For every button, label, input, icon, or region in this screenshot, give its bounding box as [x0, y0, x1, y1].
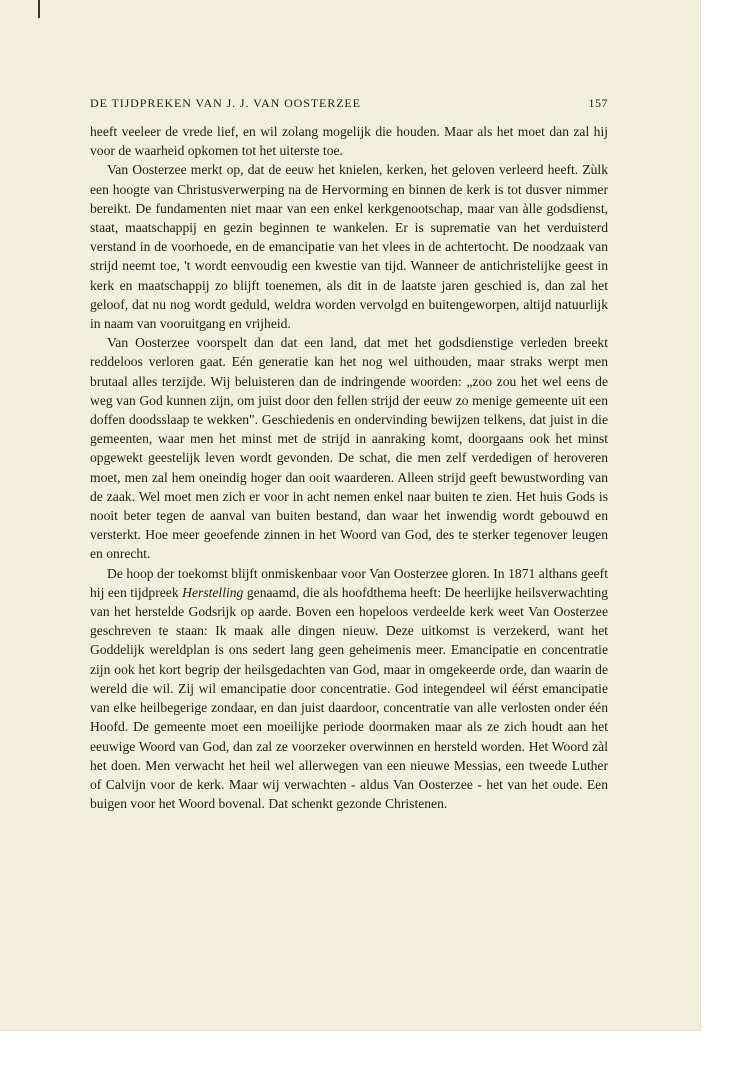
running-title: DE TIJDPREKEN VAN J. J. VAN OOSTERZEE	[90, 96, 361, 110]
paragraph-2: Van Oosterzee merkt op, dat de eeuw het knielen, kerken, het geloven verleerd heeft. Zùlk een hoogte van Christusverwerping na de Hervorming en binnen de kerk is tot dusver nimmer bereikt. De fundamenten niet maar van een enkel kerkgenootschap, maar van àlle godsdienst, staat, maatschappij en gezin beginnen te wankelen. Er is suprematie van het verduisterd verstand in de voorhoede, en de emancipatie van het vlees in de achtertocht. De noodzaak van strijd neemt toe, 't wordt eenvoudig een kwestie van tijd. Wanneer de antichristelijke geest in kerk en maatschappij zo blijft toenemen, als dit in de laatste jaren geschied is, dan zal het geloof, dat nu nog wordt geduld, weldra worden vervolgd en buitengeworpen, altijd natuurlijk in naam van vooruitgang en vrijheid.	[90, 162, 608, 332]
paragraph-1: heeft veeleer de vrede lief, en wil zolang mogelijk die houden. Maar als het moet dan zal hij voor de waarheid opkomen tot het uiterste toe.	[90, 124, 608, 159]
paragraph-4-rest: genaamd, die als hoofdthema heeft: De heerlijke heilsverwachting van het herstelde Godsrijk op aarde. Boven een hopeloos verdeelde kerk weet Van Oosterzee geschreven te staan: Ik maak alle dingen nieuw. Deze uitkomst is verzekerd, want het Goddelijk wereldplan is ons sedert lang geen geheimenis meer. Emancipatie en concentratie zijn ook het kort begrip der heilsgedachten van God, maar in omgekeerde orde, dan waarin de wereld die wil. Zij wil emancipatie door concentratie. God integendeel wil éérst emancipatie van elke heilbegerige zondaar, en dan juist daardoor, concentratie van alle verlosten onder één Hoofd. De gemeente moet een moeilijke periode doormaken maar als ze zich houdt aan het eeuwige Woord van God, dan zal ze voorzeker overwinnen en hersteld worden. Het Woord zàl het doen. Men verwacht het heil wel allerwegen van een nieuwe Messias, een tweede Luther of Calvijn voor de kerk. Maar wij verwachten - aldus Van Oosterzee - het van het oude. Een buigen voor het Woord bovenal. Dat schenkt gezonde Christenen.	[90, 584, 608, 812]
paragraph-4-start: De hoop der toekomst blijft onmiskenbaar voor Van Oosterzee gloren. In 1871 althans geeft hij een tijdpreek	[90, 565, 608, 600]
sermon-title-herstelling: Herstelling	[182, 584, 244, 600]
paragraph-4	[90, 564, 608, 814]
running-header	[90, 96, 608, 110]
page-number: 157	[588, 96, 608, 110]
paragraph-3: Van Oosterzee voorspelt dan dat een land, dat met het godsdienstige verleden breekt reddeloos verloren gaat. Eén generatie kan het nog wel uithouden, maar straks werpt men brutaal alles terzijde. Wij beluisteren dan de indringende woorden: „zoo zou het wel eens de weg van God kunnen zijn, om juist door den fellen strijd der eeuw zo menige gemeente uit een doffen doodsslaap te wekken". Geschiedenis en ondervinding bewijzen telkens, dat juist in die gemeenten, waar men het minst met de strijd in aanraking komt, doorgaans ook het minst opgewekt geestelijk leven wordt gevonden. De schat, die men zelf verdedigen of heroveren moet, men zal hem oneindig hoger dan ooit waarderen. Alleen strijd geeft bewustwording van de zaak. Wel moet men zich er voor in acht nemen enkel naar buiten te zien. Het huis Gods is nooit beter tegen de aanval van buiten bestand, dan waar het inwendig wordt gebouwd en versterkt. Hoe meer geoefende zinnen in het Woord van God, des te sterker tegenover leugen en onrecht.	[90, 335, 608, 562]
binding-edge-line	[38, 0, 40, 18]
page-body	[90, 122, 608, 813]
